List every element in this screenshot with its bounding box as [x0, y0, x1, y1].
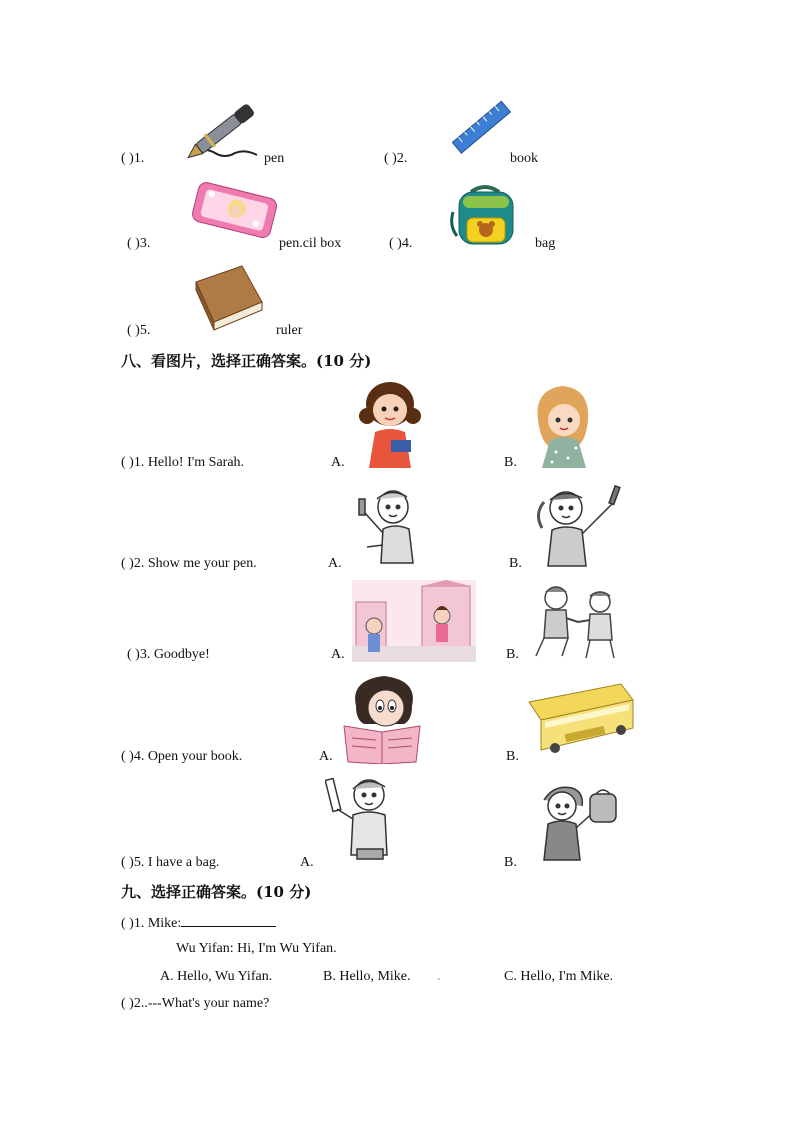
dialogue-reply: Wu Yifan: Hi, I'm Wu Yifan. — [176, 941, 337, 956]
option-a-label: A. — [331, 647, 345, 662]
vocab-item-4: ( )4. — [389, 236, 413, 251]
option-b: B. Hello, Mike. — [323, 969, 411, 984]
section8-question-4: ( )4. Open your book. — [121, 749, 243, 764]
boy-showing-pen-picture — [355, 485, 425, 572]
option-a: A. Hello, Wu Yifan. — [160, 969, 273, 984]
option-a-label: A. — [300, 855, 314, 870]
book-picture — [188, 260, 268, 337]
section9-question-1 — [121, 914, 276, 932]
backpack-picture — [447, 182, 523, 255]
option-b-label: B. — [504, 855, 517, 870]
option-b-label: B. — [504, 455, 517, 470]
girl-with-bag-picture — [530, 780, 622, 869]
option-b-label: B. — [509, 556, 522, 571]
answer-blank — [181, 914, 276, 927]
boys-shaking-hands-picture — [530, 582, 622, 665]
vocab-word-book: book — [510, 151, 538, 166]
vocab-item-5: ( )5. — [127, 323, 151, 338]
vocab-word-pen: pen — [264, 151, 285, 166]
section-8-heading: 八、看图片，选择正确答案。(10 分) — [121, 352, 372, 370]
section-9-heading: 九、选择正确答案。(10 分) — [121, 883, 312, 901]
vocab-word-ruler: ruler — [276, 323, 303, 338]
stray-dot-mark: . — [437, 969, 441, 984]
vocab-item-3: ( )3. — [127, 236, 151, 251]
section8-question-3: ( )3. Goodbye! — [127, 647, 210, 662]
pencil-box-picture — [188, 178, 280, 251]
option-a-label: A. — [328, 556, 342, 571]
option-b-label: B. — [506, 647, 519, 662]
children-waving-goodbye-picture — [352, 580, 476, 667]
ruler-picture — [452, 98, 512, 163]
section8-question-1: ( )1. Hello! I'm Sarah. — [121, 455, 245, 470]
option-c: C. Hello, I'm Mike. — [504, 969, 614, 984]
section9-question-2: ( )2..---What's your name? — [121, 996, 270, 1011]
section8-question-2: ( )2. Show me your pen. — [121, 556, 257, 571]
girl-blonde-picture — [528, 380, 600, 475]
boy-with-ruler-picture — [325, 775, 399, 870]
option-b-label: B. — [506, 749, 519, 764]
option-a-label: A. — [319, 749, 333, 764]
vocab-item-2: ( )2. — [384, 151, 408, 166]
vocab-word-pencil-box: pen.cil box — [279, 236, 342, 251]
girl-showing-pen-picture — [530, 484, 626, 575]
vocab-item-1: ( )1. — [121, 151, 145, 166]
pencil-box-open-picture — [525, 680, 637, 761]
option-a-label: A. — [331, 455, 345, 470]
girl-reading-book-picture — [342, 672, 424, 769]
pen-picture — [185, 95, 265, 170]
vocab-word-bag: bag — [535, 236, 556, 251]
question-1-prompt: ( )1. Mike: — [121, 916, 182, 931]
section8-question-5: ( )5. I have a bag. — [121, 855, 220, 870]
girl-dark-hair-picture — [355, 378, 425, 475]
